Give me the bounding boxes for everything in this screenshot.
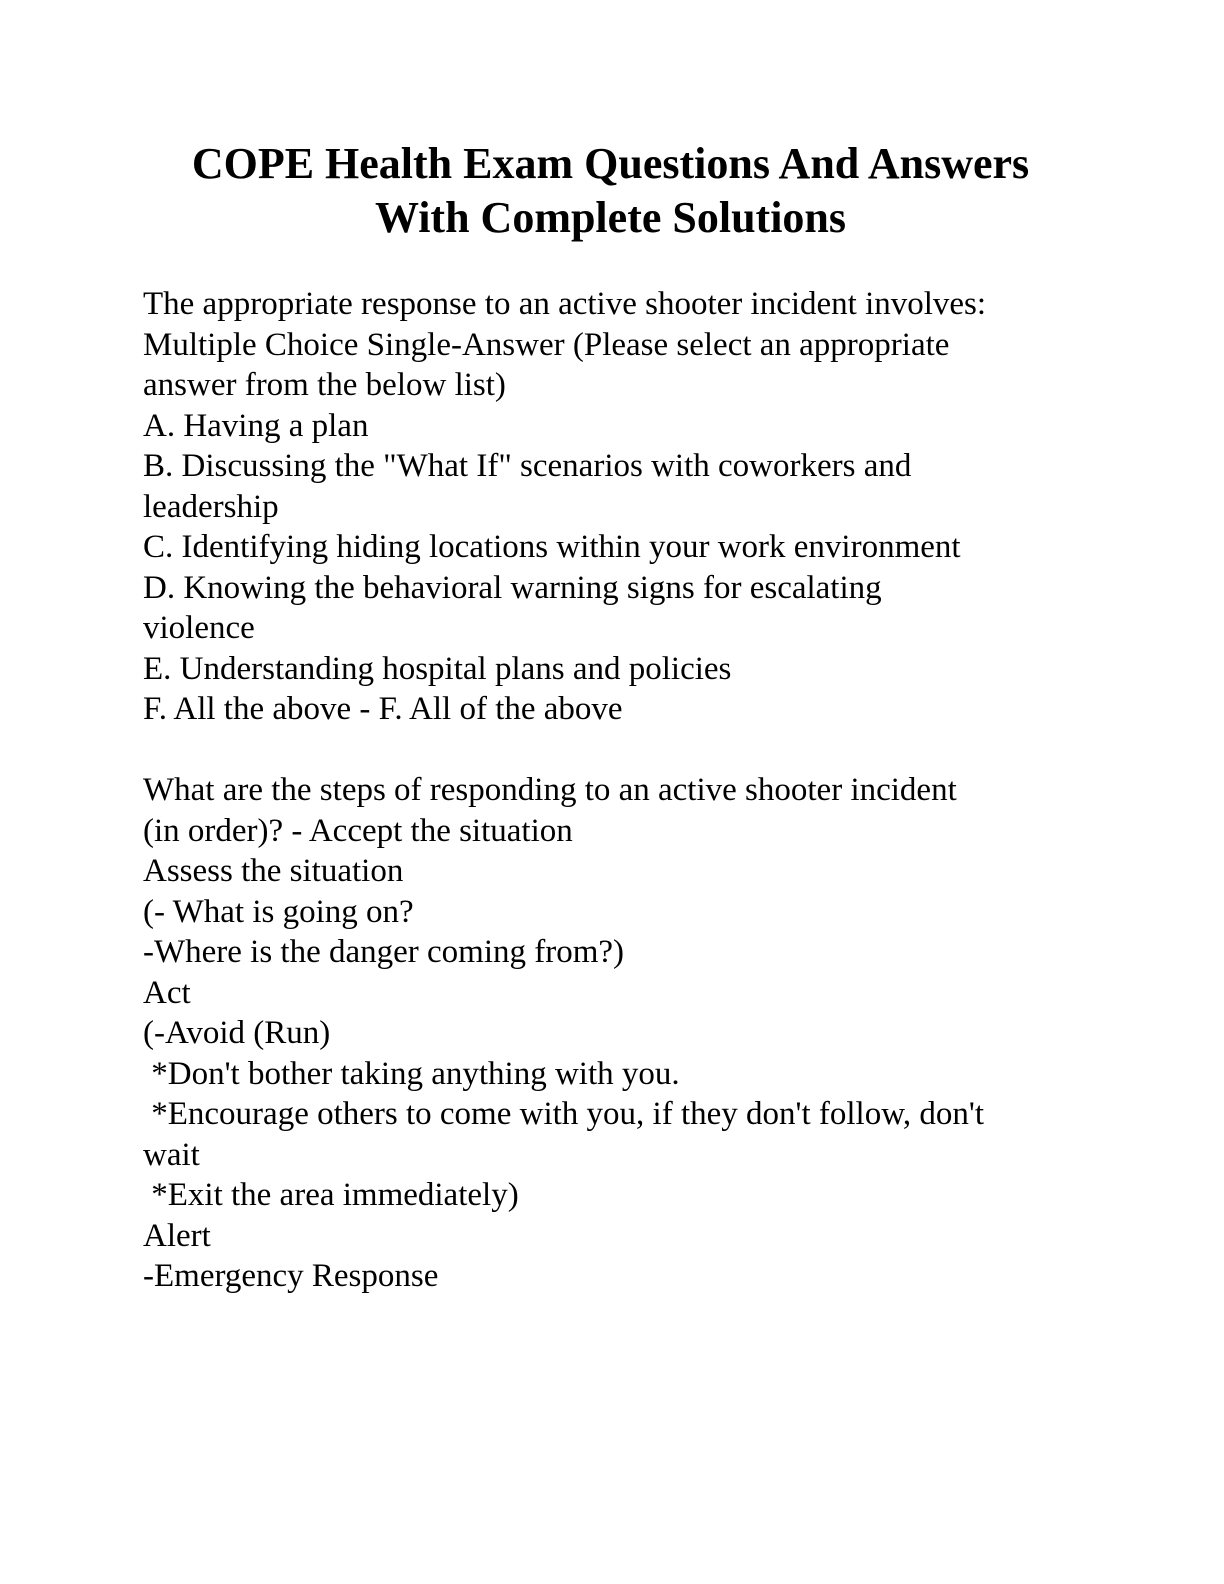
question-block-2 [143, 770, 1078, 1297]
text-line: B. Discussing the "What If" scenarios with coworkers and [143, 448, 912, 484]
text-line: F. All the above - F. All of the above [143, 691, 623, 727]
text-line: *Don't bother taking anything with you. [143, 1055, 680, 1092]
question-block-1 [143, 284, 1078, 730]
text-line: -Where is the danger coming from?) [143, 934, 625, 970]
text-line: (-Avoid (Run) [143, 1015, 331, 1051]
text-line: E. Understanding hospital plans and policies [143, 650, 732, 687]
text-line: (in order)? - Accept the situation [143, 812, 573, 849]
text-line: *Exit the area immediately) [143, 1177, 519, 1213]
document-title-line-2: With Complete Solutions [374, 193, 847, 242]
text-line: Assess the situation [143, 853, 404, 889]
text-line: C. Identifying hiding locations within your work environment [143, 529, 961, 565]
text-line: *Encourage others to come with you, if they don't follow, don't [143, 1096, 985, 1132]
text-line: wait [143, 1136, 200, 1173]
text-line: D. Knowing the behavioral warning signs for escalating [143, 569, 882, 606]
text-line: answer from the below list) [143, 367, 506, 403]
text-line: -Emergency Response [143, 1258, 439, 1294]
document-title-line-1: COPE Health Exam Questions And Answers [191, 139, 1030, 188]
text-line: Act [143, 974, 191, 1011]
text-line: What are the steps of responding to an active shooter incident [143, 772, 957, 808]
text-line: violence [143, 610, 255, 646]
text-line: leadership [143, 488, 279, 525]
text-line: A. Having a plan [143, 407, 369, 444]
document-title [143, 137, 1078, 245]
text-line: Alert [143, 1217, 211, 1254]
text-line: The appropriate response to an active shooter incident involves: [143, 286, 987, 322]
text-line: (- What is going on? [143, 893, 414, 930]
text-line: Multiple Choice Single-Answer (Please select an appropriate [143, 326, 950, 363]
